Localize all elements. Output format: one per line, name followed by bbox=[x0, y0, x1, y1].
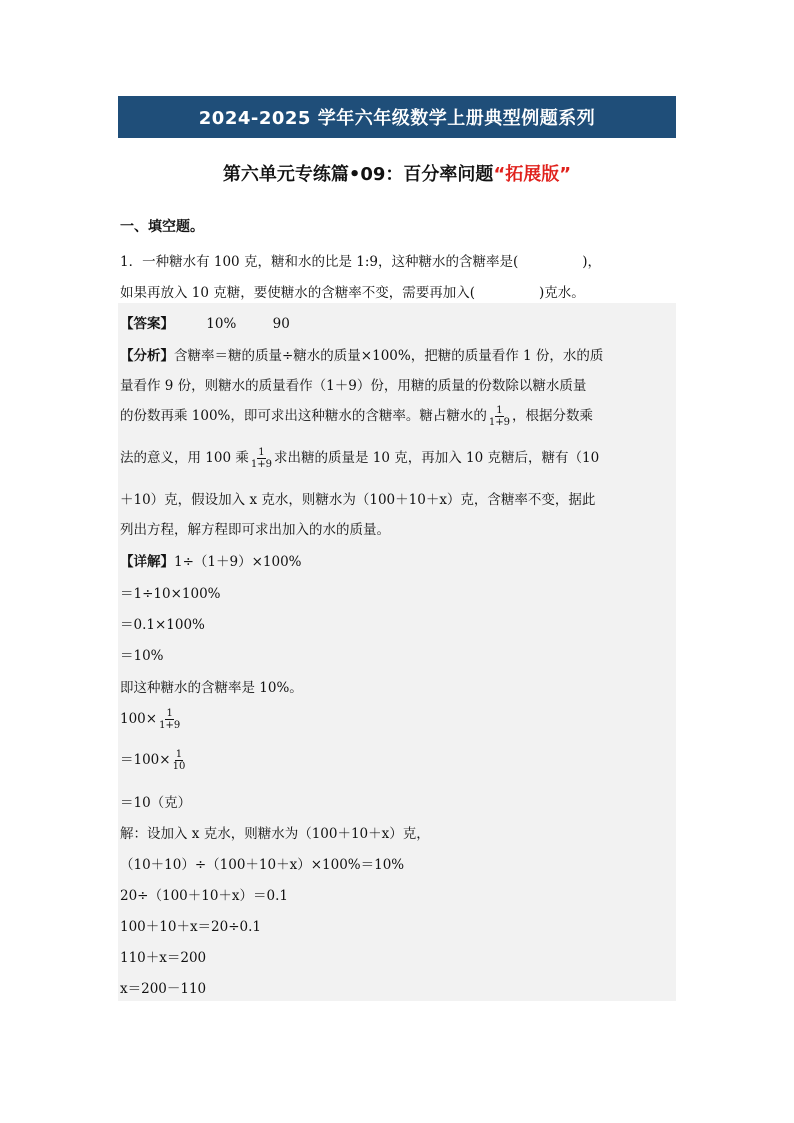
detail-label: 【详解】 bbox=[120, 554, 174, 570]
question-line-1 bbox=[120, 250, 601, 270]
fraction bbox=[489, 405, 510, 428]
detail-line-11: 20÷（100＋10＋x）＝0.1 bbox=[120, 888, 289, 904]
question-text-2a: 如果再放入 10 克糖，要使糖水的含糖率不变，需要再加入( bbox=[120, 285, 476, 301]
detail-line-7 bbox=[120, 748, 187, 772]
detail-line-5: 即这种糖水的含糖率是 10%。 bbox=[120, 680, 303, 696]
detail-text-1: 1÷（1＋9）×100% bbox=[174, 554, 302, 570]
analysis-text-1: 含糖率＝糖的质量÷糖水的质量×100%，把糖的质量看作 1 份，水的质 bbox=[174, 348, 604, 364]
fraction-denominator: 1+9 bbox=[159, 720, 181, 731]
analysis-line-4 bbox=[120, 446, 599, 470]
analysis-line-1 bbox=[120, 344, 603, 364]
detail-line-9: 解：设加入 x 克水，则糖水为（100＋10＋x）克， bbox=[120, 826, 430, 842]
detail-line-10: （10＋10）÷（100＋10＋x）×100%＝10% bbox=[120, 857, 405, 873]
answer-line bbox=[120, 312, 290, 332]
fraction-numerator: 1 bbox=[175, 749, 183, 760]
detail-line-2: ＝1÷10×100% bbox=[120, 586, 221, 602]
question-line-2 bbox=[120, 281, 585, 301]
fraction-denominator: 1+9 bbox=[250, 459, 272, 470]
detail-line-13: 110＋x＝200 bbox=[120, 950, 207, 966]
title-banner bbox=[118, 96, 676, 138]
answer-label: 【答案】 bbox=[120, 316, 174, 332]
detail-text-6: 100× bbox=[120, 711, 158, 727]
detail-line-6 bbox=[120, 708, 182, 731]
analysis-line-2: 量看作 9 份，则糖水的质量看作（1＋9）份，用糖的质量的份数除以糖水质量 bbox=[120, 378, 587, 394]
analysis-text-4a: 法的意义，用 100 乘 bbox=[120, 450, 249, 466]
detail-line-3: ＝0.1×100% bbox=[120, 617, 205, 633]
fraction bbox=[251, 447, 272, 470]
fraction-numerator: 1 bbox=[496, 405, 503, 416]
fraction-numerator: 1 bbox=[258, 447, 265, 458]
subtitle-main: 第六单元专练篇•09：百分率问题 bbox=[222, 164, 494, 185]
question-text-1b: )， bbox=[582, 254, 602, 270]
answer-value-2: 90 bbox=[272, 316, 290, 332]
detail-line-14: x＝200－110 bbox=[120, 981, 207, 997]
analysis-label: 【分析】 bbox=[120, 348, 174, 364]
detail-line-12: 100＋10＋x＝20÷0.1 bbox=[120, 919, 262, 935]
analysis-text-4b: 求出糖的质量是 10 克，再加入 10 克糖后，糖有（10 bbox=[273, 450, 600, 466]
fraction bbox=[159, 708, 180, 731]
question-text-2b: )克水。 bbox=[539, 285, 585, 301]
fraction-denominator: 10 bbox=[172, 761, 186, 772]
banner-title: 2024-2025 学年六年级数学上册典型例题系列 bbox=[198, 108, 596, 129]
detail-line-8: ＝10（克） bbox=[120, 795, 192, 811]
subtitle bbox=[118, 160, 676, 186]
question-text-1a: 1．一种糖水有 100 克，糖和水的比是 1:9，这种糖水的含糖率是( bbox=[120, 254, 519, 270]
analysis-text-3a: 的份数再乘 100%，即可求出这种糖水的含糖率。糖占糖水的 bbox=[120, 408, 487, 424]
fraction-denominator: 1+9 bbox=[488, 417, 510, 428]
answer-value-1: 10% bbox=[206, 316, 237, 332]
analysis-line-3 bbox=[120, 404, 593, 428]
fraction bbox=[173, 749, 186, 772]
section-title: 一、填空题。 bbox=[120, 219, 204, 235]
analysis-text-3b: ，根据分数乘 bbox=[512, 408, 593, 424]
detail-line-1 bbox=[120, 550, 302, 570]
detail-line-4: ＝10% bbox=[120, 648, 164, 664]
subtitle-tag: “拓展版” bbox=[493, 164, 572, 185]
analysis-line-5: ＋10）克，假设加入 x 克水，则糖水为（100＋10＋x）克，含糖率不变，据此 bbox=[120, 492, 596, 508]
detail-text-7: ＝100× bbox=[120, 752, 171, 768]
analysis-line-6: 列出方程，解方程即可求出加入的水的质量。 bbox=[120, 522, 390, 538]
fraction-numerator: 1 bbox=[166, 708, 173, 719]
